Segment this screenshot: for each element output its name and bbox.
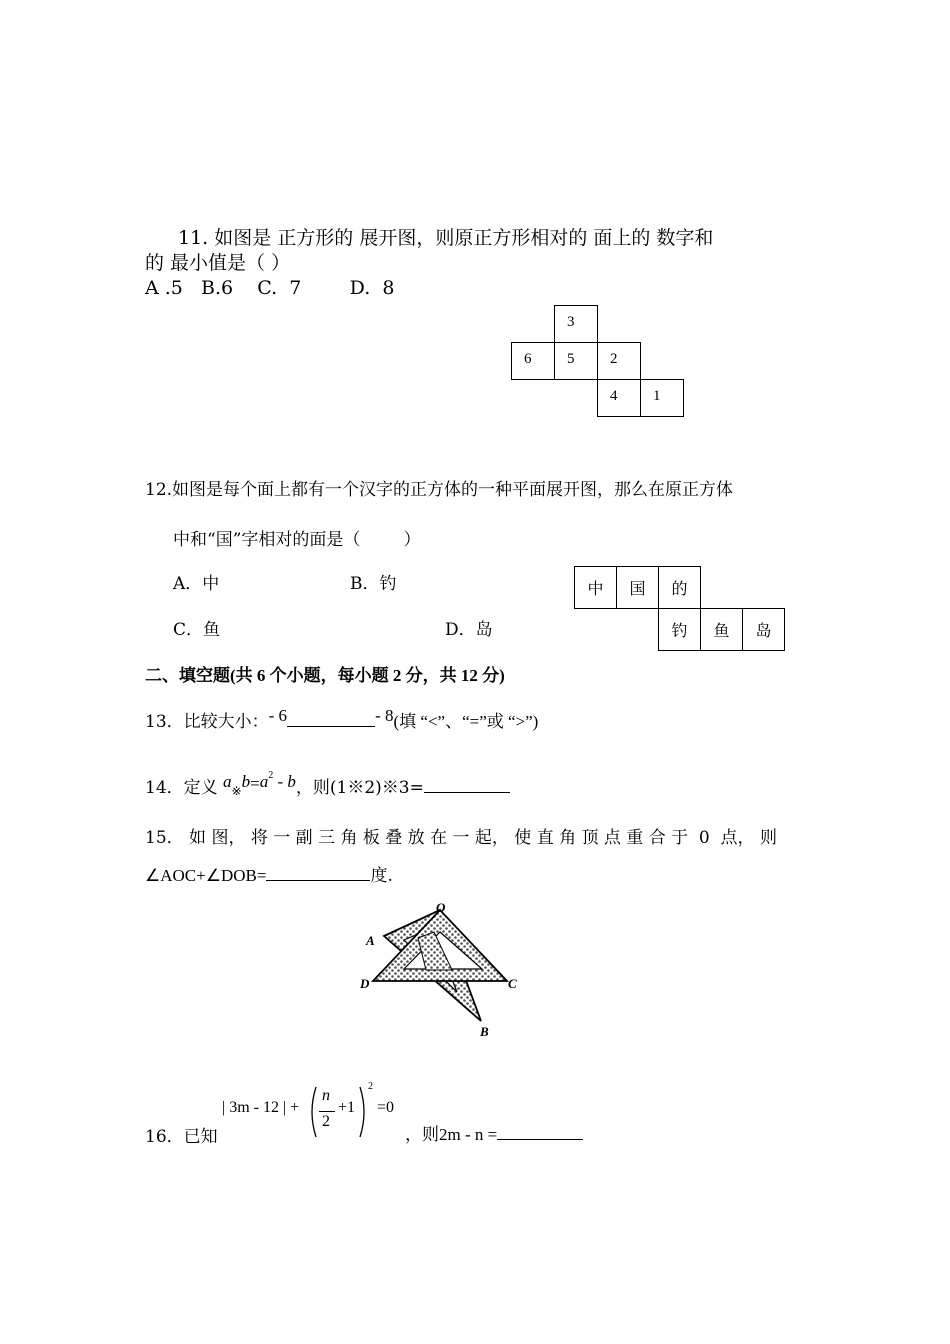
label-b: B: [480, 1024, 489, 1039]
q14-b2: b: [287, 772, 296, 791]
q12-option-c: C．鱼: [173, 620, 221, 640]
q15-angle-expr: ∠AOC+∠DOB=: [145, 866, 267, 885]
net-cell: 6: [511, 342, 555, 380]
q16-abs-expr: | 3m - 12 | +: [222, 1099, 300, 1116]
q16-then: ，则: [405, 1125, 439, 1145]
q15-unit: 度.: [370, 866, 393, 886]
q14-mid: ，则(1※2)※3=: [295, 778, 424, 798]
label-a: A: [366, 933, 375, 948]
label-c: C: [508, 976, 517, 991]
net-char-cell: 国: [616, 566, 659, 609]
q14-answer-blank: [424, 774, 510, 793]
label-d: D: [360, 976, 370, 991]
q16-plus-one: +1: [338, 1099, 356, 1116]
q13-suffix: (填 “<”、“=”或 “>”): [393, 712, 539, 731]
q12-option-b: B．钓: [350, 574, 397, 594]
q12-option-a: A．中: [173, 574, 220, 594]
q16-frac-num: n: [322, 1087, 330, 1104]
net-char-cell: 鱼: [700, 608, 743, 651]
net-cell: 4: [597, 379, 641, 417]
q14-prefix: 14．定义: [145, 778, 218, 798]
q11-options: A .5 B.6 C. 7 D. 8: [145, 277, 395, 299]
q16-target: 2m - n =: [439, 1125, 498, 1144]
q15-answer-blank: [266, 862, 370, 881]
q14-minus: -: [273, 772, 288, 791]
q12-option-d: D．岛: [445, 620, 493, 640]
net-cell: 3: [554, 305, 598, 343]
q15-line1: 15． 如 图， 将 一 副 三 角 板 叠 放 在 一 起， 使 直 角 顶 点 重 合 于 0 点， 则: [145, 828, 777, 848]
q15-line2: [145, 861, 393, 886]
q13-left: - 6: [268, 706, 288, 725]
q11-line2: 的 最小值是（ ）: [145, 252, 291, 274]
q13-answer-blank: [287, 708, 375, 727]
net-char-cell: 岛: [742, 608, 785, 651]
q14-eq: =: [250, 774, 260, 793]
label-o: O: [436, 900, 446, 915]
q13-prefix: 13．比较大小：: [145, 712, 269, 732]
right-paren: [358, 1085, 368, 1139]
q16-sup: 2: [368, 1081, 373, 1092]
q16-equation: [222, 1081, 412, 1145]
net-cell: 1: [640, 379, 684, 417]
q14-b: b: [241, 772, 251, 791]
q15-triangle-figure: [358, 900, 558, 1050]
net-char-cell: 钓: [658, 608, 701, 651]
section-heading: 二、填空题(共 6 个小题，每小题 2 分，共 12 分): [145, 666, 505, 685]
q16-eq-zero: =0: [377, 1099, 395, 1116]
net-cell: 2: [597, 342, 641, 380]
q16-frac-den: 2: [322, 1113, 330, 1130]
q16-tail: [405, 1120, 583, 1145]
q14-a2: a: [259, 772, 269, 791]
net-char-cell: 中: [574, 566, 617, 609]
q14: [145, 770, 510, 798]
q12-line1: 12.如图是每个面上都有一个汉字的正方体的一种平面展开图，那么在原正方体: [145, 480, 734, 500]
q16-answer-blank: [497, 1121, 583, 1140]
net-char-cell: 的: [658, 566, 701, 609]
fraction-bar: [319, 1111, 335, 1112]
q13-right: - 8: [375, 706, 394, 725]
net-cell: 5: [554, 342, 598, 380]
q14-a: a: [223, 772, 232, 791]
q13: [145, 707, 538, 732]
q14-sup: 2: [268, 770, 274, 782]
q12-line2: 中和“国”字相对的面是（ ）: [173, 530, 421, 550]
q16-prefix: 16．已知: [145, 1127, 218, 1147]
q14-op: ※: [231, 784, 242, 798]
left-paren: [308, 1085, 318, 1139]
q11-line1: 11. 如图是 正方形的 展开图，则原正方形相对的 面上的 数字和: [178, 227, 714, 249]
